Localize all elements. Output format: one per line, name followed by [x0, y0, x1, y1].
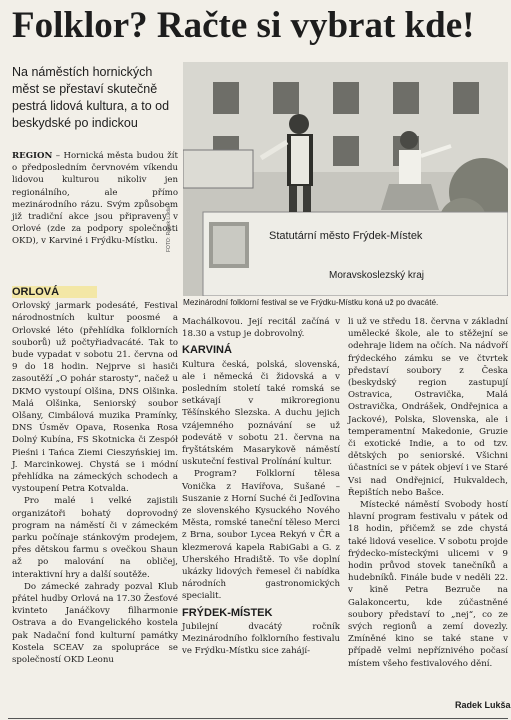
column-orlova: [12, 282, 178, 666]
author-byline: Radek Lukša: [455, 700, 511, 710]
frydek-mistek-paragraph-1: Jubilejní dvacátý ročník Mezinárodního folklorního festivalu ve Frýdku-Místku sice zahájí-: [182, 621, 340, 657]
section-heading-frydek-mistek: FRÝDEK-MÍSTEK: [182, 606, 273, 619]
frydek-mistek-paragraph-3: Místecké náměstí Svobody hostí hlavní program festivalu v pátek od 18 hodin, přičemž se zde chystá také lidová veselice. V sobotu projde frýdecko-místeckými ulicemi v 9 hodin průvod stovek tanečníků a hudebníků. Finále bude v neděli 22. v kině Petra Bezruče na Galakoncertu, kde zúčastněné soubory představí to „nej“, co ze svých regionů a zemí dovezly. Zmíněné kino se také stane v případě velmi nepříznivého počasí místem všeho festivalového dění.: [348, 500, 508, 669]
orlova-paragraph-2: Pro malé i velké zajistili organizátoři bohatý doprovodný program na náměstí či v zámeckém parku počínaje stánkovým prodejem, přes dětskou farmu s ovečkou Shaun až po malování na obličej, interaktivní hry a další soutěže.: [12, 496, 178, 580]
photo-caption: Mezinárodní folklorní festival se ve Frýdku-Místku koná už po dvacáté.: [183, 298, 439, 307]
deck-subtitle: Na náměstích hornických měst se přestaví skutečně pestrá lidová kultura, a to od beskydské po indickou: [12, 65, 170, 130]
karvina-paragraph-1: Kultura česká, polská, slovenská, ale i německá či židovská a v posledním století také romská se setkávají v mikroregionu Těšínského Slezska. A duchu jejich vzájemného poznávání se už podevátě v sobotu 21. června na fryštátském Masarykově náměstí uskuteční festival Prolínání kultur.: [182, 359, 340, 468]
headline: Folklor? Račte si vybrat kde!: [12, 5, 475, 46]
column-frydek-mistek: [348, 316, 508, 670]
photo-illustration: [183, 62, 508, 296]
section-heading-karvina: KARVINÁ: [182, 344, 232, 357]
section-heading-orlova: ORLOVÁ: [12, 286, 178, 298]
lead-label: REGION: [12, 151, 53, 161]
orlova-paragraph-3: Do zámecké zahrady pozval Klub přátel hudby Orlová na 17.30 Žesťové kvinteto Janáčkovy filharmonie Ostrava a do Evangelického kostela pak Nadační fond kulturní památky Kostela SCEAV za spolupráce se společností OKD Leonu: [12, 581, 178, 666]
bottom-rule: [8, 718, 508, 719]
orlova-paragraph-1: Orlovský jarmark podesáté, Festival národnostních kultur poosmé a Orlovské léto (přehlídka folklorních souborů) už počtyřiadvacáté. Tak to bude vypadat v sobotu 21. června od 9 do 18 hodin. Nejprve si hasiči zasoutěží „O pohár starosty“, načež u DKMO vystoupí Olšina, DNS Olšinka. Malá Olšinka, Seniorský soubor Olšany, Cimbálová muzika Pramínky, DNS Úsměv Opava, Rosenka Rosa Dolný Kubína, FS Skotnicka či Zespół Pieśni i Tańca Ziemi Cieszyńskiej im. J. Marcinkowej. Chystá se i módní přehlídka na zámeckých schodech a vystoupení Petra Kotvalda.: [12, 301, 178, 495]
column-karvina: [182, 316, 340, 657]
photo-credit: FOTO: Radek Lukša: [166, 206, 172, 252]
frydek-mistek-paragraph-2: li už ve středu 18. června v základní umělecké škole, ale to stěžejní se odehraje lidem na očích. Na nádvoří frýdeckého zámku se ve čtvrtek představí soubory z Česka (beskydský region zastupují Ostravica, Ostravička, Malá Ostravička, Ondrášek, Ondřejnica a Jackové), Polska, Slovenska, ale i temperamentní Makedonie, Gruzie či exotické Indie, a to od tzv. dětských po seniorské. Všichni účastníci se v pátek objeví i ve Staré Vsi nad Ondřejnicí, Hukvaldech, Řepištích nebo Bašce.: [348, 317, 508, 498]
festival-photo: [183, 62, 508, 296]
karvina-paragraph-2: Program? Folklorní tělesa Vonička z Havířova, Sušané – Suszanie z Horní Suché či Jedľovina ze slovenského Kysuckého Nového Města, romské taneční těleso Merci z Brna, soubor Lycea Rekyń v ČR a klezmerová kapela RabiGabi a G. z Uherského Hradiště. To vše doplní ukázky lidových řemesel či nabídka národních gastronomických specialit.: [182, 469, 340, 602]
lead-text: – Hornická města budou žít o předposledním červnovém víkendu lidovou kulturou nikoliv jen regionálního, ale přímo mezinárodního rázu. Svým způsobem již tradiční akce jsou připraveny v Orlové (zde za podpory společnosti OKD), v Karviné i Frýdku-Místku.: [12, 151, 178, 247]
banner-region-text: Moravskoslezský kraj: [329, 270, 425, 281]
lead-paragraph: [12, 150, 178, 248]
banner-text: Statutární město Frýdek-Místek: [269, 230, 423, 242]
orlova-paragraph-continued: Machálkovou. Její recitál začíná v 18.30 a vstup je dobrovolný.: [182, 317, 340, 340]
